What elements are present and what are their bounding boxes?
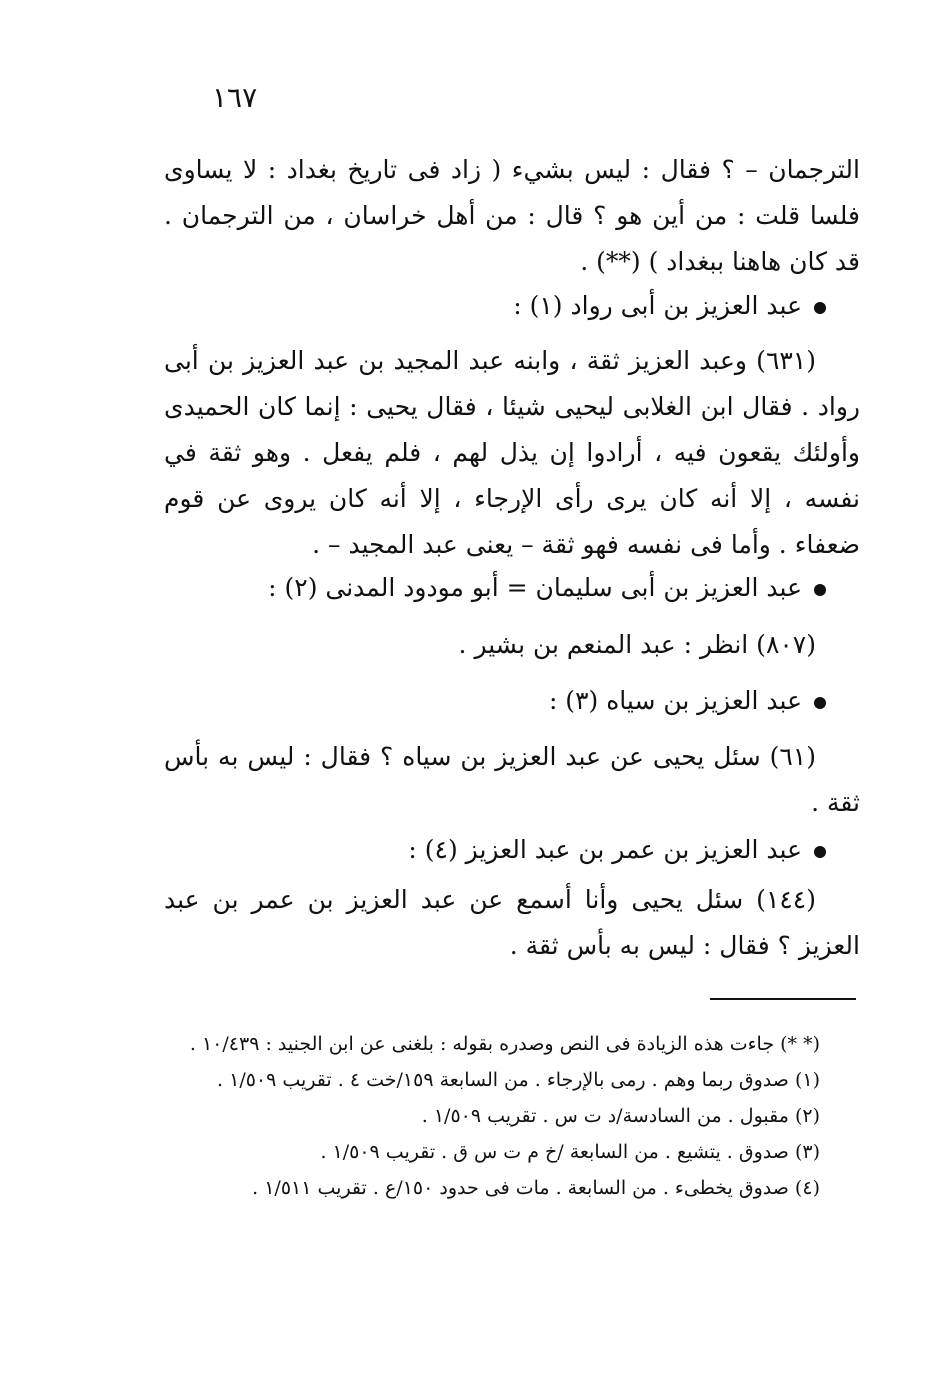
paragraph-text: (٨٠٧) انظر : عبد المنعم بن بشير . bbox=[458, 630, 816, 659]
footnotes bbox=[164, 1026, 860, 1206]
footnote-divider bbox=[710, 998, 856, 1000]
entry-heading-ibn-abi-rawwad bbox=[513, 283, 826, 329]
bullet-icon bbox=[814, 697, 826, 709]
paragraph-807 bbox=[164, 622, 860, 668]
paragraph-text: (٦١) سئل يحيى عن عبد العزيز بن سياه ؟ فقال : ليس به بأس ثقة . bbox=[164, 742, 860, 817]
paragraph-text: (١٤٤) سئل يحيى وأنا أسمع عن عبد العزيز بن عمر بن عبد العزيز ؟ فقال : ليس به بأس ثقة . bbox=[164, 885, 860, 960]
heading-text: عبد العزيز بن أبى سليمان = أبو مودود المدنى (٢) : bbox=[268, 573, 802, 602]
page-number: ١٦٧ bbox=[212, 81, 258, 114]
paragraph-text: الترجمان – ؟ فقال : ليس بشيء ( زاد فى تاريخ بغداد : لا يساوى فلسا قلت : من أين هو ؟ قال : من أهل خراسان ، من الترجمان . قد كان هاهنا ببغداد ) (**) . bbox=[164, 155, 860, 276]
footnote: (١) صدوق ربما وهم . رمى بالإرجاء . من السابعة ١٥٩/خت ٤ . تقريب ١/٥٠٩ . bbox=[217, 1069, 820, 1091]
bullet-icon bbox=[814, 846, 826, 858]
footnote: (٤) صدوق يخطىء . من السابعة . مات فى حدود ١٥٠/ع . تقريب ١/٥١١ . bbox=[252, 1177, 820, 1199]
entry-heading-ibn-abi-sulayman bbox=[268, 565, 826, 611]
footnote: (٢) مقبول . من السادسة/د ت س . تقريب ١/٥٠٩ . bbox=[421, 1105, 820, 1127]
footnote: (* *) جاءت هذه الزيادة فى النص وصدره بقوله : بلغنى عن ابن الجنيد : ١٠/٤٣٩ . bbox=[189, 1033, 820, 1055]
bullet-icon bbox=[814, 584, 826, 596]
heading-text: عبد العزيز بن سياه (٣) : bbox=[548, 686, 802, 715]
paragraph-631 bbox=[164, 338, 860, 568]
heading-text: عبد العزيز بن عمر بن عبد العزيز (٤) : bbox=[408, 835, 802, 864]
entry-heading-ibn-siyah bbox=[549, 678, 826, 724]
paragraph-61 bbox=[164, 734, 860, 826]
paragraph-144 bbox=[164, 877, 860, 969]
entry-heading-ibn-umar bbox=[408, 827, 826, 873]
paragraph-continuation bbox=[164, 147, 860, 285]
bullet-icon bbox=[814, 302, 826, 314]
heading-text: عبد العزيز بن أبى رواد (١) : bbox=[513, 291, 802, 320]
paragraph-text: (٦٣١) وعبد العزيز ثقة ، وابنه عبد المجيد بن عبد العزيز بن أبى رواد . فقال ابن الغلابى ليحيى شيئا ، فقال يحيى : إنما كان الحميدى وأولئك يقعون فيه ، أرادوا إن يذل لهم ، فلم يفعل . وهو ثقة في نفسه ، إلا أنه كان يرى رأى الإرجاء ، إلا أنه كان يروى عن قوم ضعفاء . وأما فى نفسه فهو ثقة – يعنى عبد المجيد – . bbox=[164, 346, 860, 559]
footnote: (٣) صدوق . يتشيع . من السابعة /خ م ت س ق . تقريب ١/٥٠٩ . bbox=[320, 1141, 820, 1163]
